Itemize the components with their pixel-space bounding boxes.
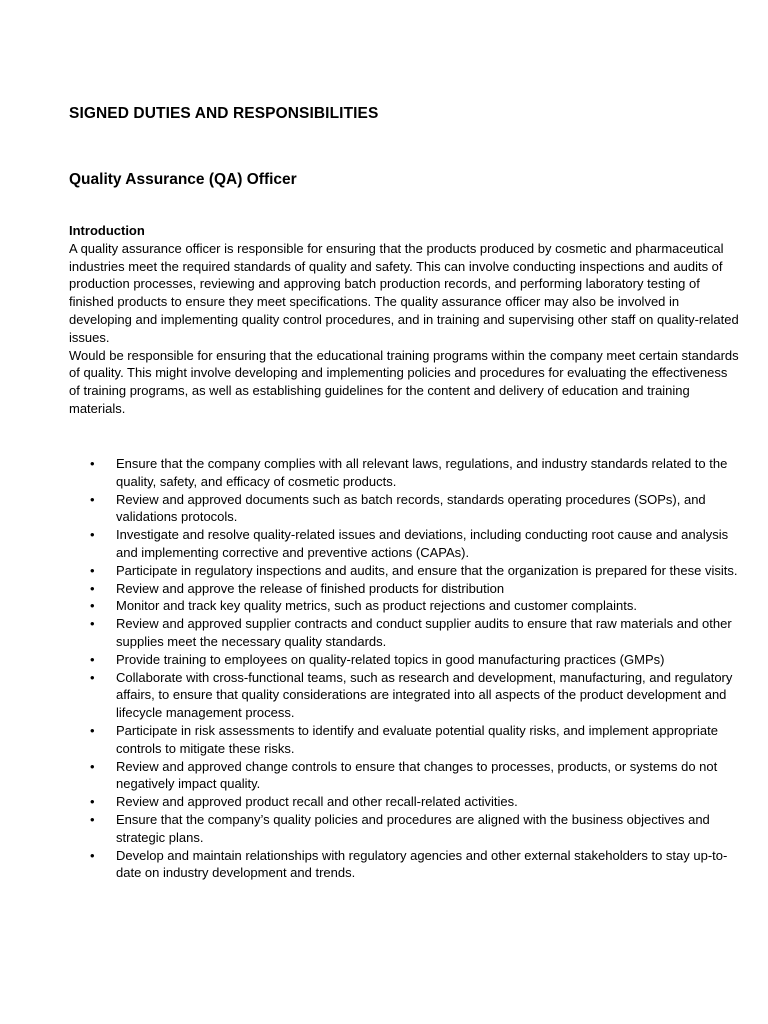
list-item xyxy=(90,562,740,580)
intro-paragraph: Would be responsible for ensuring that the educational training programs within the company meet certain standards of quality. This might involve developing and implementing policies and procedures for evaluating the effectiveness of training programs, as well as establishing guidelines for the content and delivery of education and training materials. xyxy=(69,347,739,416)
introduction-section xyxy=(69,222,739,418)
duty-text: Provide training to employees on quality-related topics in good manufacturing practices (GMPs) xyxy=(116,651,665,667)
bullet-icon: • xyxy=(90,794,95,810)
list-item xyxy=(90,615,740,651)
bullet-icon: • xyxy=(90,811,95,827)
duty-text: Develop and maintain relationships with regulatory agencies and other external stakeholders to stay up-to-date on industry development and trends. xyxy=(116,847,728,881)
bullet-icon: • xyxy=(90,456,95,471)
list-item xyxy=(90,811,740,847)
list-item xyxy=(90,597,740,615)
list-item xyxy=(90,651,740,669)
bullet-icon: • xyxy=(90,651,95,667)
list-item xyxy=(90,455,740,491)
duty-text: Review and approved change controls to ensure that changes to processes, products, or systems do not negatively impact quality. xyxy=(116,758,718,792)
bullet-icon: • xyxy=(90,847,95,863)
introduction-heading: Introduction xyxy=(69,223,145,238)
bullet-icon: • xyxy=(90,527,95,543)
duty-text: Participate in regulatory inspections and audits, and ensure that the organization is prepared for these visits. xyxy=(116,562,738,578)
duty-text: Ensure that the company’s quality policies and procedures are aligned with the business objectives and strategic plans. xyxy=(116,811,710,845)
bullet-icon: • xyxy=(90,491,95,507)
document-title: SIGNED DUTIES AND RESPONSIBILITIES xyxy=(69,105,379,122)
list-item xyxy=(90,847,740,883)
duty-text: Investigate and resolve quality-related issues and deviations, including conducting root cause and analysis and implementing corrective and preventive actions (CAPAs). xyxy=(116,527,729,560)
list-item xyxy=(90,793,740,811)
list-item xyxy=(90,580,740,598)
bullet-icon: • xyxy=(90,580,95,596)
list-item xyxy=(90,758,740,794)
duty-text: Review and approved documents such as batch records, standards operating procedures (SOPs), and validations protocols. xyxy=(116,491,706,525)
duty-text: Review and approve the release of finished products for distribution xyxy=(116,580,505,596)
intro-paragraph: A quality assurance officer is responsible for ensuring that the products produced by cosmetic and pharmaceutical industries meet the required standards of quality and safety. This can involve conducting inspections and audits of production processes, reviewing and approving batch production records, and performing laboratory testing of finished products to ensure they meet specifications. The quality assurance officer may also be involved in developing and implementing quality control procedures, and in training and supervising other staff on quality-related issues. xyxy=(69,240,739,345)
list-item xyxy=(90,491,740,527)
bullet-icon: • xyxy=(90,758,95,774)
duty-text: Monitor and track key quality metrics, such as product rejections and customer complaints. xyxy=(116,598,637,614)
list-item xyxy=(90,669,740,722)
duty-text: Collaborate with cross-functional teams, such as research and development, manufacturing, and regulatory affairs, to ensure that quality considerations are integrated into all aspects of the product development and lifecycle management process. xyxy=(116,669,733,721)
duty-text: Ensure that the company complies with all relevant laws, regulations, and industry standards related to the quality, safety, and efficacy of cosmetic products. xyxy=(116,456,728,489)
list-item xyxy=(90,526,740,562)
bullet-icon: • xyxy=(90,562,95,578)
duty-text: Participate in risk assessments to identify and evaluate potential quality risks, and implement appropriate controls to mitigate these risks. xyxy=(116,722,718,756)
duties-list xyxy=(90,455,740,882)
bullet-icon: • xyxy=(90,616,95,632)
bullet-icon: • xyxy=(90,722,95,738)
bullet-icon: • xyxy=(90,669,95,685)
list-item xyxy=(90,722,740,758)
role-title: Quality Assurance (QA) Officer xyxy=(69,171,297,188)
duty-text: Review and approved supplier contracts and conduct supplier audits to ensure that raw materials and other supplies meet the necessary quality standards. xyxy=(116,616,732,649)
duty-text: Review and approved product recall and other recall-related activities. xyxy=(116,794,518,810)
bullet-icon: • xyxy=(90,598,95,614)
